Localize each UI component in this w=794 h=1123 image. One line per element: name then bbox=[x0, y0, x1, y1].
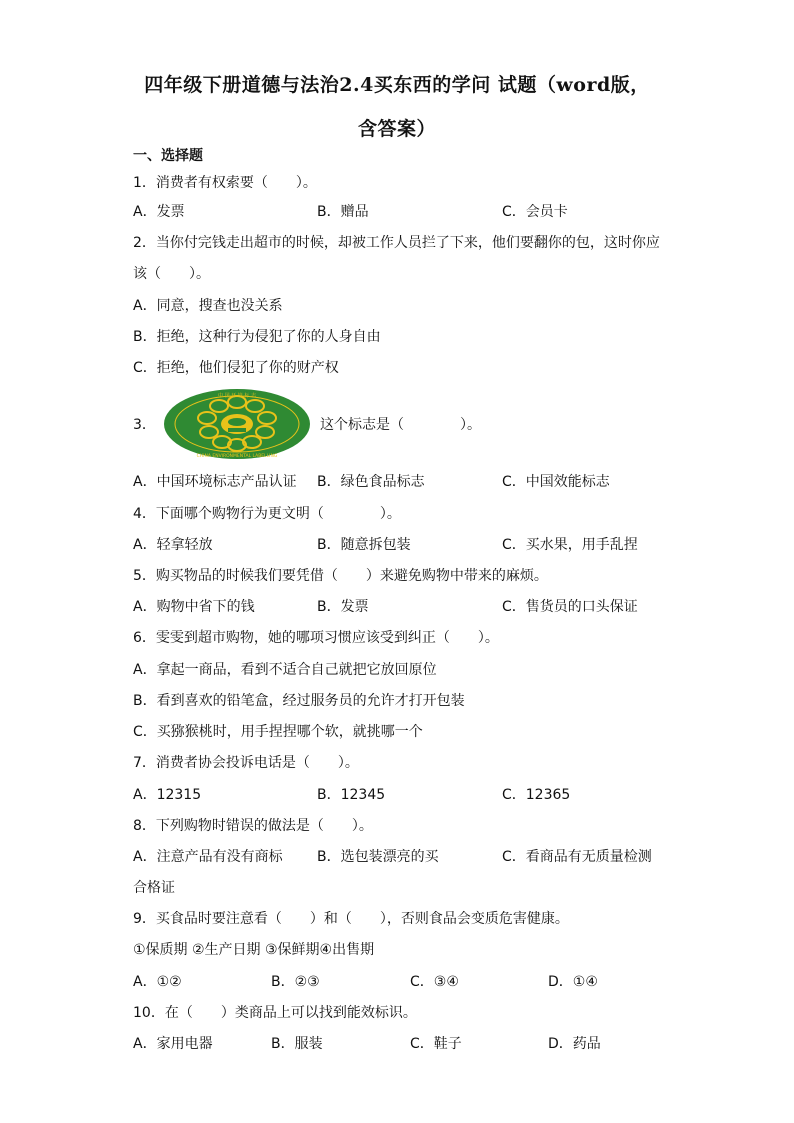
question-10-option-b: B．服装 bbox=[271, 1036, 323, 1052]
question-8-option-b: B．选包装漂亮的买 bbox=[317, 849, 439, 865]
question-8-stem: 8．下列购物时错误的做法是（ ）。 bbox=[133, 818, 373, 834]
question-6-option-c: C．买猕猴桃时，用手捏捏哪个软，就挑哪一个 bbox=[133, 724, 423, 740]
question-10-option-c: C．鞋子 bbox=[410, 1036, 462, 1052]
question-3-option-c: C．中国效能标志 bbox=[502, 474, 610, 490]
question-1-option-c: C．会员卡 bbox=[502, 204, 568, 220]
question-4-stem: 4．下面哪个购物行为更文明（ ）。 bbox=[133, 506, 401, 522]
question-4-option-b: B．随意拆包装 bbox=[317, 537, 411, 553]
question-7-stem: 7．消费者协会投诉电话是（ ）。 bbox=[133, 755, 359, 771]
question-3-stem: 这个标志是（ ）。 bbox=[320, 417, 481, 433]
question-6-stem: 6．雯雯到超市购物，她的哪项习惯应该受到纠正（ ）。 bbox=[133, 630, 499, 646]
question-6-option-a: A．拿起一商品，看到不适合自己就把它放回原位 bbox=[133, 662, 437, 678]
question-1-option-a: A．发票 bbox=[133, 204, 185, 220]
question-9-option-d: D．①④ bbox=[548, 974, 598, 990]
question-4-option-a: A．轻拿轻放 bbox=[133, 537, 213, 553]
question-10-option-a: A．家用电器 bbox=[133, 1036, 213, 1052]
question-5-option-a: A．购物中省下的钱 bbox=[133, 599, 255, 615]
question-7-option-a: A．12315 bbox=[133, 787, 202, 803]
question-2-stem: 2．当你付完钱走出超市的时候，却被工作人员拦了下来，他们要翻你的包，这时你应 bbox=[133, 235, 660, 251]
question-8-option-c: C．看商品有无质量检测 bbox=[502, 849, 652, 865]
question-10-stem: 10．在（ ）类商品上可以找到能效标识。 bbox=[133, 1005, 417, 1021]
question-5-option-b: B．发票 bbox=[317, 599, 369, 615]
china-environmental-label-logo bbox=[162, 388, 312, 460]
question-2-option-b: B．拒绝，这种行为侵犯了你的人身自由 bbox=[133, 329, 381, 345]
question-9-option-a: A．①② bbox=[133, 974, 182, 990]
logo-top-text: 中 国 环 境 标 志 bbox=[218, 393, 256, 399]
doc-title-line1: 四年级下册道德与法治2.4买东西的学问 试题（word版， bbox=[144, 74, 650, 96]
question-7-option-c: C．12365 bbox=[502, 787, 571, 803]
question-9-option-c: C．③④ bbox=[410, 974, 459, 990]
question-10-option-d: D．药品 bbox=[548, 1036, 601, 1052]
section-heading: 一、选择题 bbox=[133, 148, 203, 164]
question-3-option-b: B．绿色食品标志 bbox=[317, 474, 425, 490]
question-8-option-c-cont: 合格证 bbox=[133, 880, 175, 896]
question-2-stem-cont: 该（ ）。 bbox=[133, 266, 210, 282]
question-9-option-b: B．②③ bbox=[271, 974, 320, 990]
question-3-option-a: A．中国环境标志产品认证 bbox=[133, 474, 297, 490]
question-2-option-a: A．同意，搜查也没关系 bbox=[133, 298, 283, 314]
question-3-number: 3． bbox=[133, 417, 156, 433]
question-1-option-b: B．赠品 bbox=[317, 204, 369, 220]
question-5-option-c: C．售货员的口头保证 bbox=[502, 599, 638, 615]
question-2-option-c: C．拒绝，他们侵犯了你的财产权 bbox=[133, 360, 339, 376]
question-8-option-a: A．注意产品有没有商标 bbox=[133, 849, 283, 865]
question-1-stem: 1．消费者有权索要（ ）。 bbox=[133, 175, 317, 191]
logo-ring-text: CHINA ENVIRONMENTAL LABELLING bbox=[196, 454, 278, 459]
question-6-option-b: B．看到喜欢的铅笔盒，经过服务员的允许才打开包装 bbox=[133, 693, 465, 709]
question-7-option-b: B．12345 bbox=[317, 787, 386, 803]
doc-title-line2: 含答案） bbox=[357, 118, 436, 140]
question-4-option-c: C．买水果，用手乱捏 bbox=[502, 537, 638, 553]
question-9-stem: 9．买食品时要注意看（ ）和（ ），否则食品会变质危害健康。 bbox=[133, 911, 569, 927]
question-5-stem: 5．购买物品的时候我们要凭借（ ）来避免购物中带来的麻烦。 bbox=[133, 568, 548, 584]
question-9-items: ①保质期 ②生产日期 ③保鲜期④出售期 bbox=[133, 942, 375, 958]
